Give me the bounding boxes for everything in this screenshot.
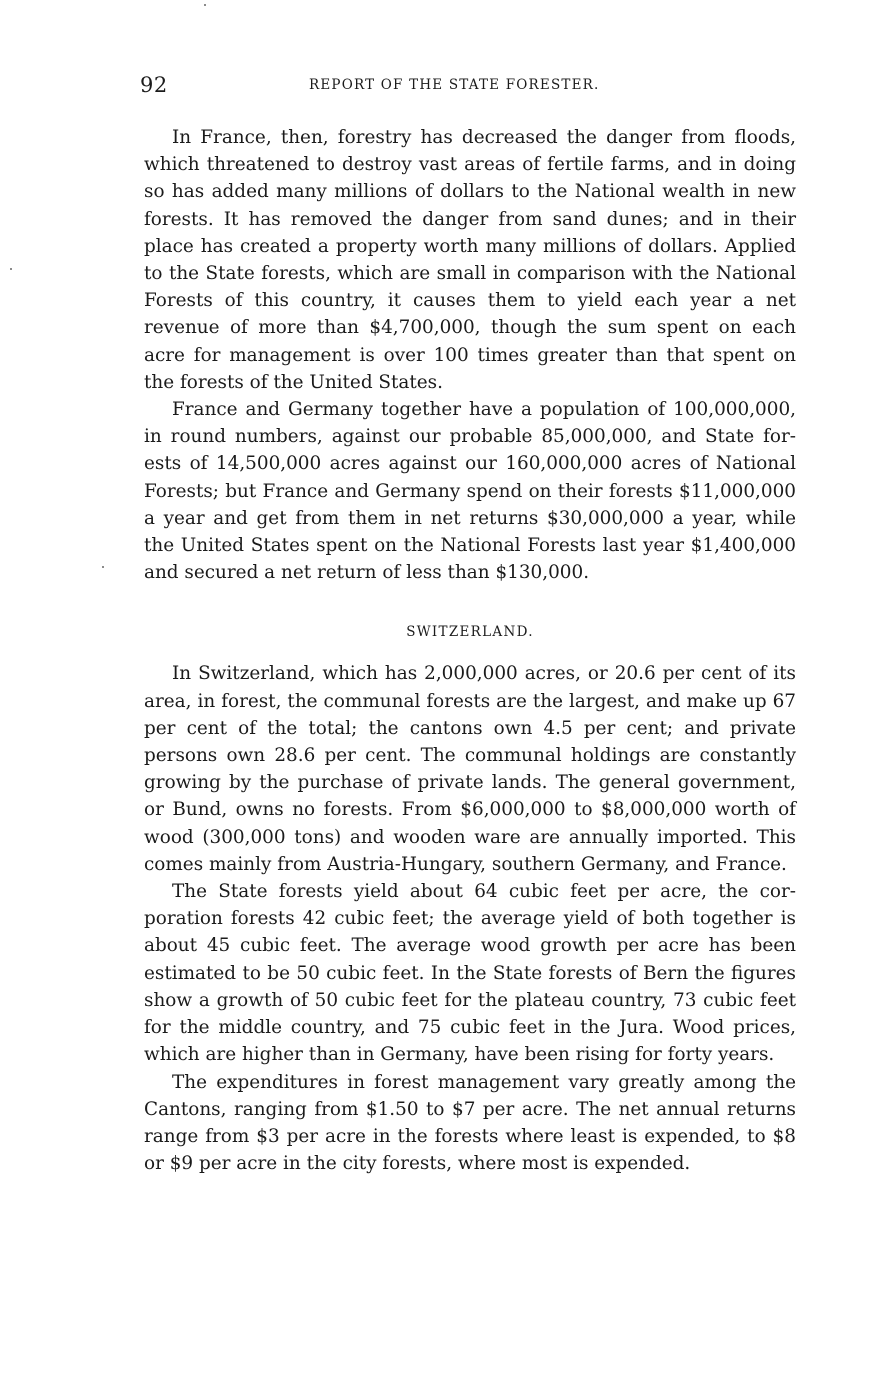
book-page — [140, 72, 796, 1177]
page-speck — [10, 268, 12, 270]
paragraph-switzerland-ownership: In Switzerland, which has 2,000,000 acres, or 20.6 per cent of its area, in forest, the communal forests are the largest, and make up 67 per cent of the total; the cantons own 4.5 per cent; and private persons own 28.6 per cent. The communal holdings are constantly growing by the purchase of private lands. The general government, or Bund, owns no forests. From $6,000,000 to $8,000,000 worth of wood (300,000 tons) and wooden ware are annually imported. This comes mainly from Austria-Hungary, southern Germany, and France. — [144, 663, 796, 875]
page-number: 92 — [140, 73, 168, 97]
paragraph-switzerland-expenditures: The expenditures in forest management vary greatly among the Cantons, ranging from $1.50 to $7 per acre. The net annual returns range from $3 per acre in the forests where least is expended, to $8 or $9 per acre in the city forests, where most is expended. — [144, 1071, 796, 1175]
paragraph-france-floods: In France, then, forestry has decreased the danger from floods, which threatened to destroy vast areas of fertile farms, and in doing so has added many millions of dollars to the National wealth in new forests. It has removed the danger from sand dunes; and in their place has created a property worth many millions of dollars. Applied to the State forests, which are small in comparison with the National Forests of this country, it causes them to yield each year a net revenue of more than $4,700,000, though the sum spent on each acre for management is over 100 times greater than that spent on the forests of the United States. — [144, 127, 796, 393]
running-title: REPORT OF THE STATE FORESTER. — [309, 77, 600, 93]
page-speck — [204, 4, 206, 6]
paragraph-switzerland-yield: The State forests yield about 64 cubic feet per acre, the corporation forests 42 cubic feet; the average yield of both together is about 45 cubic feet. The average wood growth per acre has been estimated to be 50 cubic feet. In the State forests of Bern the figures show a growth of 50 cubic feet for the plateau country, 73 cubic feet for the middle country, and 75 cubic feet in the Jura. Wood prices, which are higher than in Germany, have been rising for forty years. — [144, 881, 796, 1066]
running-head — [140, 72, 796, 102]
body-text — [144, 124, 796, 1177]
page-speck — [102, 566, 104, 568]
section-heading-switzerland: SWITZERLAND. — [406, 624, 534, 641]
paragraph-france-germany: France and Germany together have a population of 100,000,000, in round numbers, against our probable 85,000,000, and State forests of 14,500,000 acres against our 160,000,000 acres of National Forests; but France and Germany spend on their forests $11,000,000 a year and get from them in net returns $30,000,000 a year, while the United States spent on the National Forests last year $1,400,000 and secured a net return of less than $130,000. — [144, 399, 796, 584]
